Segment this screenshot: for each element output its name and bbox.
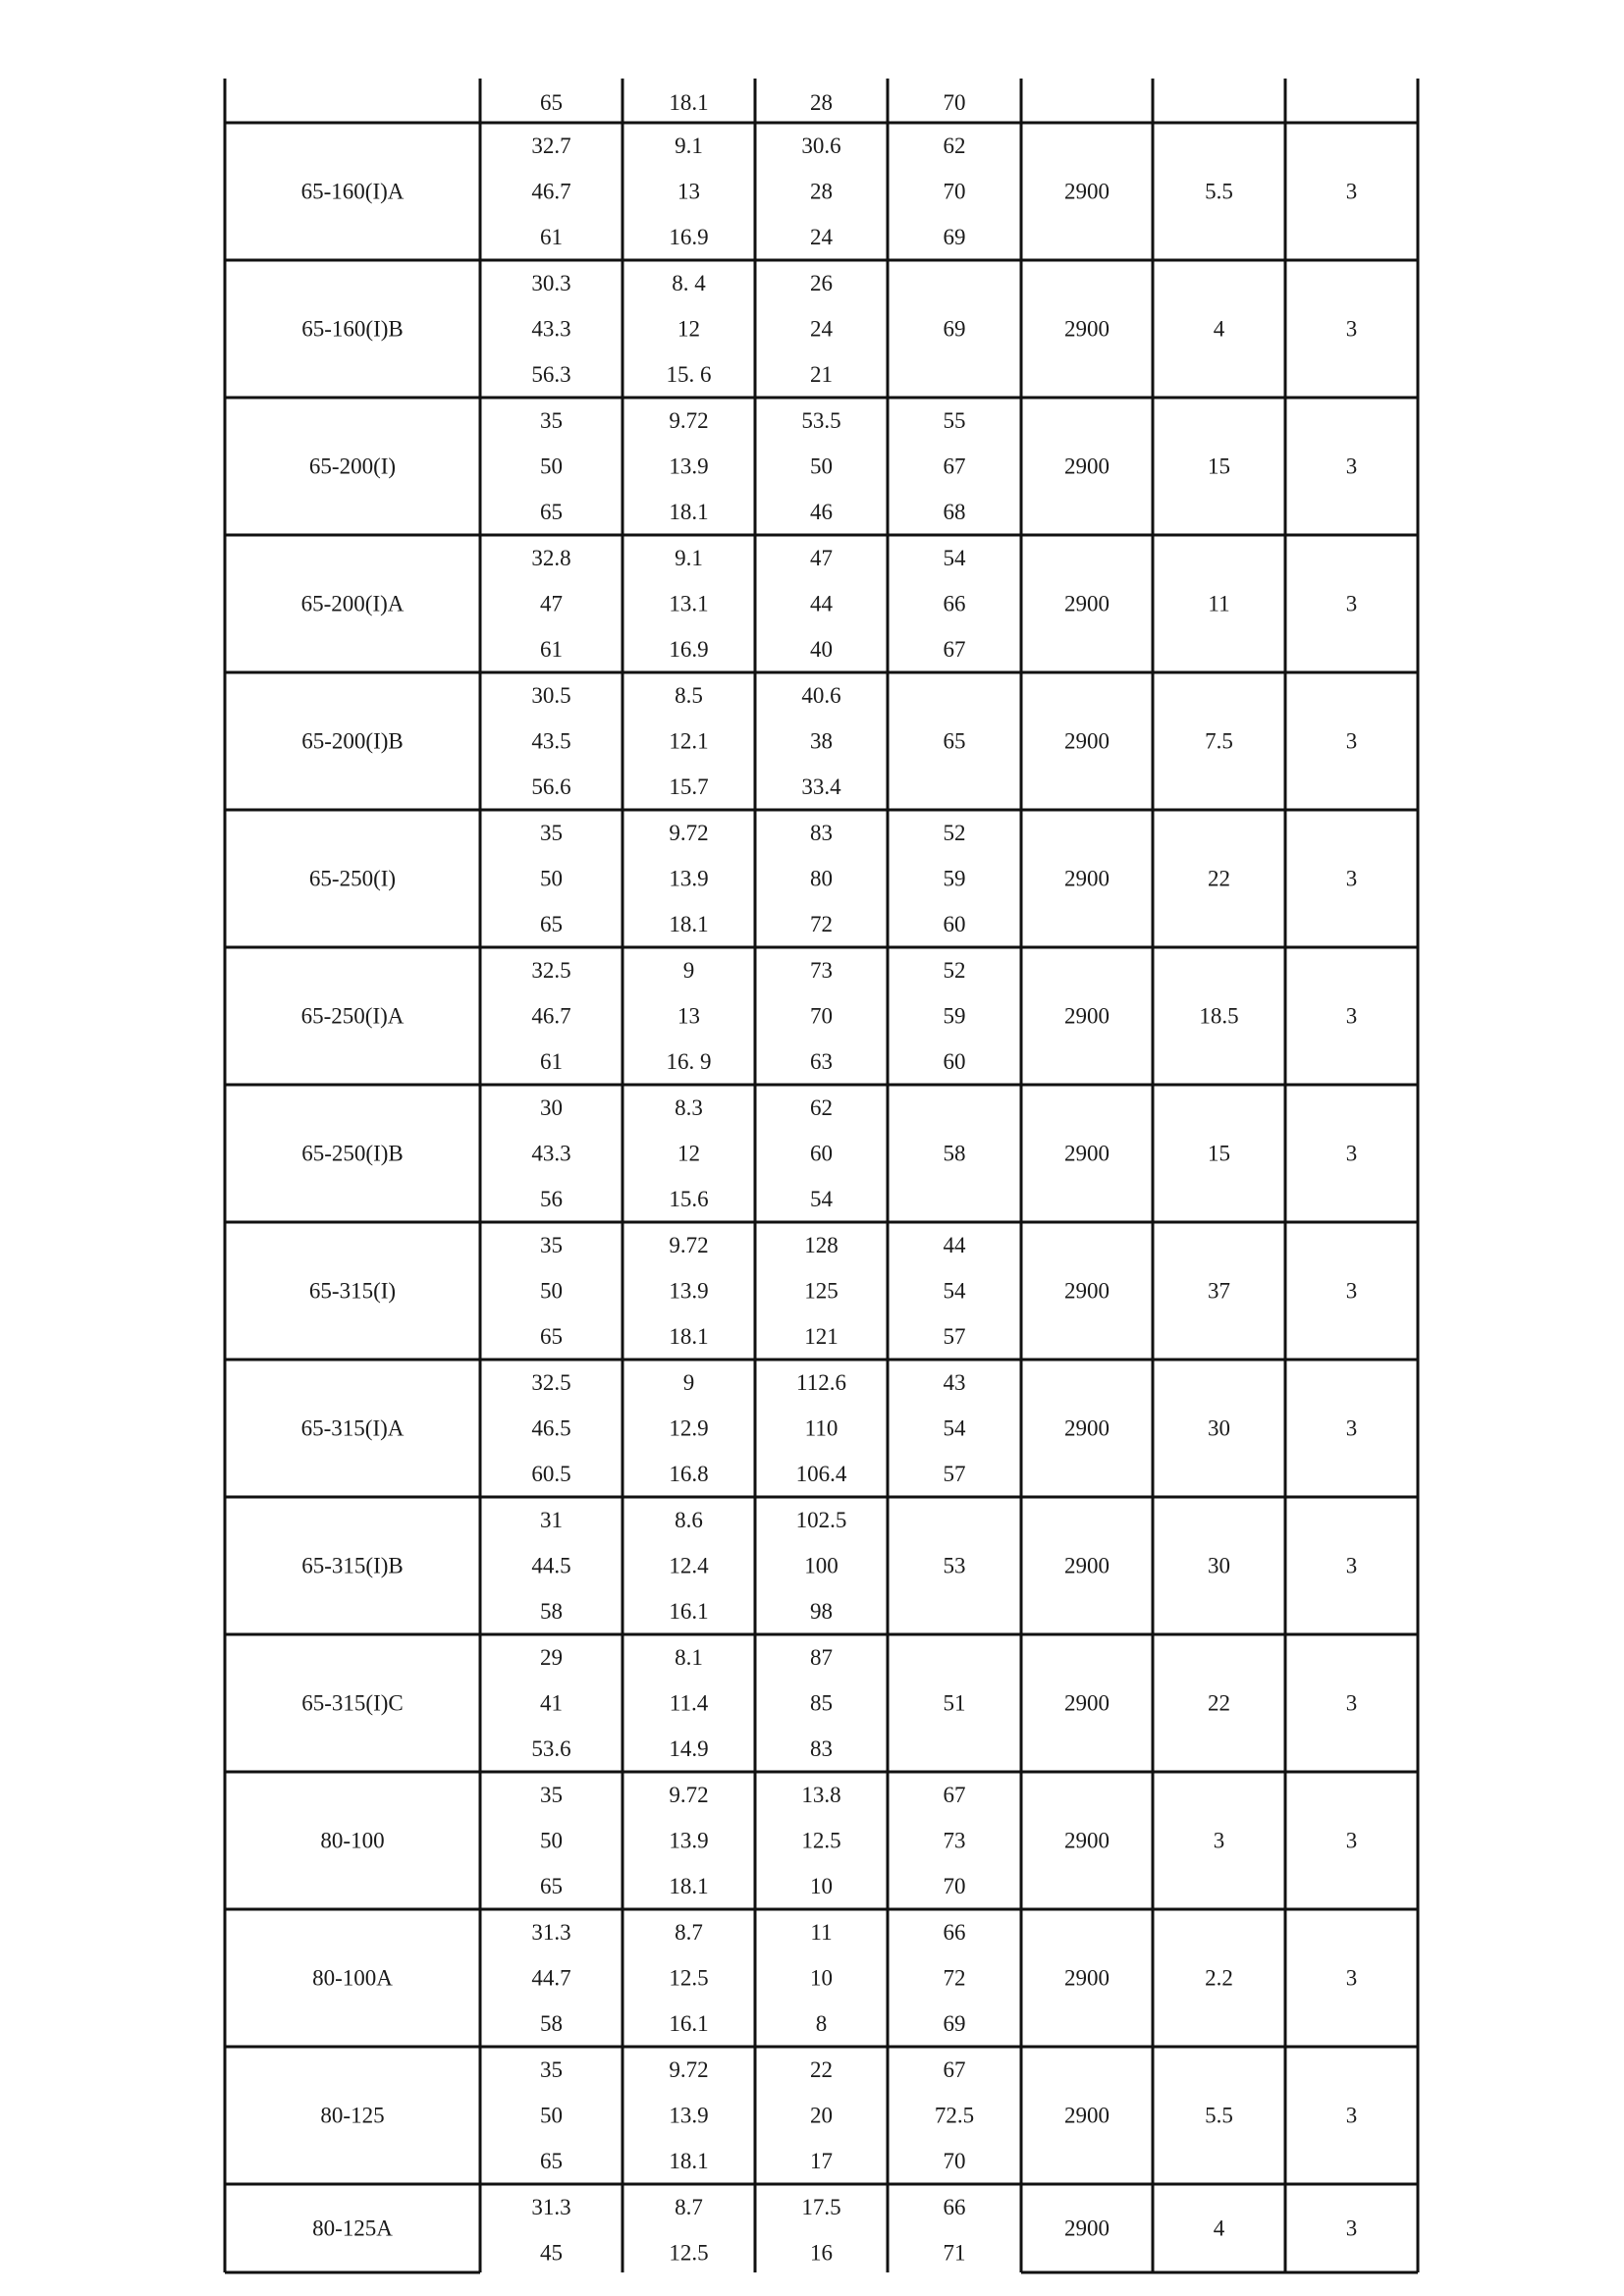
model-name: 65-160(I)A xyxy=(300,179,405,204)
table-cell-npsh-m: 3 xyxy=(1345,179,1358,204)
table-cell-flow-ls: 16.8 xyxy=(669,1462,709,1487)
table-cell-flow-ls: 9.72 xyxy=(669,820,709,845)
table-cell-flow-ls: 9.1 xyxy=(675,133,703,158)
table-cell-power-kw: 37 xyxy=(1208,1278,1230,1304)
table-cell-efficiency: 65 xyxy=(943,728,966,754)
table-cell-head-m: 98 xyxy=(810,1599,833,1625)
table-cell-npsh-m: 3 xyxy=(1345,1690,1358,1716)
table-cell-flow-ls: 18.1 xyxy=(669,2149,709,2174)
table-cell-flow-m3h: 35 xyxy=(540,820,563,845)
table-cell-head-m: 11 xyxy=(810,1919,833,1945)
table-cell-flow-m3h: 65 xyxy=(540,90,563,115)
table-cell-efficiency: 52 xyxy=(943,820,966,845)
table-cell-efficiency: 72.5 xyxy=(934,2103,975,2128)
table-cell-efficiency: 54 xyxy=(943,545,966,570)
table-cell-npsh-m: 3 xyxy=(1345,728,1358,754)
table-cell-npsh-m: 3 xyxy=(1345,1415,1358,1441)
table-cell-efficiency: 43 xyxy=(943,1369,966,1395)
table-cell-power-kw: 11 xyxy=(1208,591,1230,616)
table-cell-efficiency: 54 xyxy=(943,1415,966,1441)
table-cell-flow-m3h: 35 xyxy=(540,1782,563,1807)
table-cell-flow-ls: 9.72 xyxy=(669,1232,709,1257)
table-cell-flow-ls: 12.5 xyxy=(669,1965,709,1991)
table-cell-flow-m3h: 46.7 xyxy=(531,1003,571,1029)
table-cell-flow-m3h: 43.3 xyxy=(531,1141,571,1166)
table-cell-efficiency: 70 xyxy=(943,179,966,204)
table-cell-flow-ls: 12.4 xyxy=(669,1553,709,1578)
table-cell-flow-ls: 16.1 xyxy=(669,1599,709,1625)
table-cell-flow-ls: 16.1 xyxy=(669,2011,709,2037)
table-cell-head-m: 20 xyxy=(810,2103,833,2128)
table-cell-npsh-m: 3 xyxy=(1345,454,1358,479)
table-cell-flow-m3h: 61 xyxy=(540,637,563,663)
table-cell-flow-ls: 9.72 xyxy=(669,1782,709,1807)
table-cell-head-m: 102.5 xyxy=(795,1507,847,1532)
table-cell-npsh-m: 3 xyxy=(1345,591,1358,616)
table-cell-flow-m3h: 30.5 xyxy=(531,682,571,708)
table-cell-flow-ls: 13.9 xyxy=(669,866,709,891)
table-cell-flow-ls: 18.1 xyxy=(669,500,709,525)
table-cell-head-m: 87 xyxy=(810,1644,833,1670)
table-cell-flow-m3h: 46.5 xyxy=(531,1415,571,1441)
table-cell-flow-ls: 8.7 xyxy=(675,1919,703,1945)
table-cell-npsh-m: 3 xyxy=(1345,1003,1358,1029)
table-cell-speed-rpm: 2900 xyxy=(1064,2103,1110,2128)
table-cell-head-m: 13.8 xyxy=(801,1782,841,1807)
table-cell-head-m: 10 xyxy=(810,1965,833,1991)
table-cell-flow-m3h: 65 xyxy=(540,500,563,525)
table-cell-head-m: 73 xyxy=(810,957,833,983)
table-cell-head-m: 50 xyxy=(810,454,833,479)
table-cell-efficiency: 62 xyxy=(943,133,966,158)
table-cell-flow-ls: 12.9 xyxy=(669,1415,709,1441)
table-cell-flow-ls: 9.72 xyxy=(669,2056,709,2082)
table-cell-head-m: 21 xyxy=(810,362,833,388)
table-cell-flow-m3h: 58 xyxy=(540,2011,563,2037)
model-name: 65-200(I) xyxy=(308,454,397,479)
table-cell-flow-m3h: 35 xyxy=(540,407,563,433)
table-cell-power-kw: 18.5 xyxy=(1199,1003,1239,1029)
table-cell-speed-rpm: 2900 xyxy=(1064,2216,1110,2241)
table-cell-efficiency: 69 xyxy=(943,225,966,250)
table-cell-flow-ls: 18.1 xyxy=(669,90,709,115)
table-cell-flow-ls: 16.9 xyxy=(669,225,709,250)
table-cell-flow-ls: 13 xyxy=(677,1003,700,1029)
table-cell-npsh-m: 3 xyxy=(1345,1141,1358,1166)
table-cell-flow-m3h: 31.3 xyxy=(531,2194,571,2219)
table-cell-flow-ls: 15. 6 xyxy=(666,362,712,388)
table-cell-power-kw: 15 xyxy=(1208,1141,1230,1166)
table-cell-flow-ls: 8.1 xyxy=(675,1644,703,1670)
table-cell-flow-m3h: 47 xyxy=(540,591,563,616)
table-cell-head-m: 85 xyxy=(810,1690,833,1716)
table-cell-speed-rpm: 2900 xyxy=(1064,1278,1110,1304)
table-cell-power-kw: 22 xyxy=(1208,1690,1230,1716)
table-cell-speed-rpm: 2900 xyxy=(1064,591,1110,616)
table-cell-efficiency: 70 xyxy=(943,1874,966,1899)
table-cell-head-m: 112.6 xyxy=(796,1369,846,1395)
table-cell-flow-ls: 13.9 xyxy=(669,454,709,479)
table-cell-efficiency: 60 xyxy=(943,912,966,937)
model-name: 65-200(I)A xyxy=(300,591,405,616)
table-cell-flow-m3h: 45 xyxy=(540,2240,563,2266)
table-cell-flow-m3h: 32.5 xyxy=(531,1369,571,1395)
model-name: 65-200(I)B xyxy=(301,728,404,754)
table-cell-flow-m3h: 35 xyxy=(540,1232,563,1257)
table-cell-head-m: 8 xyxy=(815,2011,828,2037)
table-cell-flow-m3h: 35 xyxy=(540,2056,563,2082)
table-cell-flow-m3h: 50 xyxy=(540,866,563,891)
table-cell-power-kw: 4 xyxy=(1213,316,1225,342)
table-cell-efficiency: 70 xyxy=(943,2149,966,2174)
table-cell-head-m: 38 xyxy=(810,728,833,754)
table-cell-flow-ls: 8.5 xyxy=(675,682,703,708)
table-cell-head-m: 125 xyxy=(804,1278,839,1304)
table-cell-npsh-m: 3 xyxy=(1345,316,1358,342)
table-cell-power-kw: 15 xyxy=(1208,454,1230,479)
table-cell-flow-ls: 12 xyxy=(677,1141,700,1166)
table-cell-efficiency: 57 xyxy=(943,1324,966,1350)
table-cell-flow-m3h: 29 xyxy=(540,1644,563,1670)
table-cell-flow-m3h: 30 xyxy=(540,1095,563,1120)
table-cell-flow-m3h: 50 xyxy=(540,1828,563,1853)
table-cell-efficiency: 54 xyxy=(943,1278,966,1304)
table-cell-head-m: 110 xyxy=(804,1415,839,1441)
table-cell-flow-ls: 8.7 xyxy=(675,2194,703,2219)
table-cell-efficiency: 72 xyxy=(943,1965,966,1991)
table-cell-head-m: 16 xyxy=(810,2240,833,2266)
table-cell-efficiency: 52 xyxy=(943,957,966,983)
table-cell-speed-rpm: 2900 xyxy=(1064,1828,1110,1853)
table-cell-flow-ls: 18.1 xyxy=(669,1874,709,1899)
table-cell-flow-ls: 15.7 xyxy=(669,774,709,800)
table-cell-head-m: 62 xyxy=(810,1095,833,1120)
table-cell-flow-ls: 12.5 xyxy=(669,2240,709,2266)
table-cell-flow-ls: 9.1 xyxy=(675,545,703,570)
table-cell-npsh-m: 3 xyxy=(1345,1965,1358,1991)
table-cell-speed-rpm: 2900 xyxy=(1064,1553,1110,1578)
table-cell-power-kw: 5.5 xyxy=(1205,179,1233,204)
table-cell-head-m: 24 xyxy=(810,225,833,250)
table-cell-speed-rpm: 2900 xyxy=(1064,454,1110,479)
table-cell-head-m: 40.6 xyxy=(801,682,841,708)
table-cell-flow-ls: 14.9 xyxy=(669,1736,709,1762)
table-cell-head-m: 22 xyxy=(810,2056,833,2082)
table-cell-power-kw: 7.5 xyxy=(1205,728,1233,754)
table-cell-flow-m3h: 50 xyxy=(540,2103,563,2128)
table-cell-head-m: 24 xyxy=(810,316,833,342)
table-cell-flow-ls: 16.9 xyxy=(669,637,709,663)
table-cell-npsh-m: 3 xyxy=(1345,1553,1358,1578)
table-cell-efficiency: 59 xyxy=(943,1003,966,1029)
table-cell-flow-m3h: 53.6 xyxy=(531,1736,571,1762)
table-cell-head-m: 121 xyxy=(804,1324,839,1350)
table-cell-efficiency: 67 xyxy=(943,637,966,663)
table-cell-flow-ls: 15.6 xyxy=(669,1187,709,1212)
table-cell-efficiency: 67 xyxy=(943,2056,966,2082)
table-cell-head-m: 28 xyxy=(810,179,833,204)
table-cell-head-m: 63 xyxy=(810,1049,833,1075)
table-cell-speed-rpm: 2900 xyxy=(1064,1141,1110,1166)
table-cell-head-m: 83 xyxy=(810,820,833,845)
model-name: 65-160(I)B xyxy=(301,316,404,342)
table-cell-npsh-m: 3 xyxy=(1345,2216,1358,2241)
table-cell-efficiency: 73 xyxy=(943,1828,966,1853)
table-cell-flow-m3h: 50 xyxy=(540,454,563,479)
table-cell-head-m: 100 xyxy=(804,1553,839,1578)
model-name: 65-315(I)B xyxy=(301,1553,404,1578)
table-cell-speed-rpm: 2900 xyxy=(1064,316,1110,342)
table-cell-head-m: 70 xyxy=(810,1003,833,1029)
table-cell-efficiency: 55 xyxy=(943,407,966,433)
table-cell-head-m: 47 xyxy=(810,545,833,570)
table-cell-power-kw: 4 xyxy=(1213,2216,1225,2241)
model-name: 65-250(I) xyxy=(308,866,397,891)
model-name: 80-100A xyxy=(312,1965,393,1991)
table-cell-flow-ls: 13.9 xyxy=(669,1828,709,1853)
table-cell-head-m: 72 xyxy=(810,912,833,937)
table-cell-npsh-m: 3 xyxy=(1345,866,1358,891)
table-cell-npsh-m: 3 xyxy=(1345,2103,1358,2128)
model-name: 80-125A xyxy=(312,2216,393,2241)
table-cell-flow-m3h: 41 xyxy=(540,1690,563,1716)
table-cell-npsh-m: 3 xyxy=(1345,1828,1358,1853)
table-cell-power-kw: 30 xyxy=(1208,1415,1230,1441)
table-cell-head-m: 28 xyxy=(810,90,833,115)
table-cell-flow-m3h: 50 xyxy=(540,1278,563,1304)
table-cell-flow-m3h: 43.3 xyxy=(531,316,571,342)
table-cell-speed-rpm: 2900 xyxy=(1064,866,1110,891)
table-cell-power-kw: 2.2 xyxy=(1205,1965,1233,1991)
table-cell-flow-ls: 13.9 xyxy=(669,2103,709,2128)
table-cell-head-m: 10 xyxy=(810,1874,833,1899)
table-cell-flow-m3h: 58 xyxy=(540,1599,563,1625)
table-cell-flow-ls: 8.3 xyxy=(675,1095,703,1120)
table-cell-efficiency: 59 xyxy=(943,866,966,891)
table-cell-flow-ls: 12 xyxy=(677,316,700,342)
model-name: 65-315(I) xyxy=(308,1278,397,1304)
table-cell-power-kw: 30 xyxy=(1208,1553,1230,1578)
table-cell-head-m: 33.4 xyxy=(801,774,841,800)
table-cell-speed-rpm: 2900 xyxy=(1064,728,1110,754)
table-cell-npsh-m: 3 xyxy=(1345,1278,1358,1304)
table-cell-flow-ls: 18.1 xyxy=(669,912,709,937)
table-cell-flow-m3h: 44.7 xyxy=(531,1965,571,1991)
table-cell-head-m: 30.6 xyxy=(801,133,841,158)
table-cell-flow-ls: 9 xyxy=(682,957,695,983)
table-cell-efficiency: 58 xyxy=(943,1141,966,1166)
table-cell-head-m: 83 xyxy=(810,1736,833,1762)
table-cell-efficiency: 67 xyxy=(943,454,966,479)
table-cell-efficiency: 71 xyxy=(943,2240,966,2266)
table-cell-power-kw: 3 xyxy=(1213,1828,1225,1853)
table-cell-efficiency: 60 xyxy=(943,1049,966,1075)
table-cell-flow-m3h: 56.6 xyxy=(531,774,571,800)
table-cell-flow-m3h: 43.5 xyxy=(531,728,571,754)
table-cell-flow-ls: 13.1 xyxy=(669,591,709,616)
table-cell-power-kw: 5.5 xyxy=(1205,2103,1233,2128)
table-cell-efficiency: 69 xyxy=(943,2011,966,2037)
table-cell-head-m: 40 xyxy=(810,637,833,663)
table-cell-flow-ls: 8. 4 xyxy=(672,270,706,295)
table-cell-efficiency: 66 xyxy=(943,1919,966,1945)
table-cell-flow-ls: 18.1 xyxy=(669,1324,709,1350)
table-cell-head-m: 26 xyxy=(810,270,833,295)
model-name: 65-250(I)B xyxy=(301,1141,404,1166)
table-cell-speed-rpm: 2900 xyxy=(1064,1965,1110,1991)
table-cell-flow-m3h: 65 xyxy=(540,912,563,937)
table-cell-flow-m3h: 31.3 xyxy=(531,1919,571,1945)
table-cell-efficiency: 44 xyxy=(943,1232,966,1257)
table-cell-flow-m3h: 61 xyxy=(540,225,563,250)
table-cell-speed-rpm: 2900 xyxy=(1064,1003,1110,1029)
table-cell-flow-m3h: 65 xyxy=(540,2149,563,2174)
table-cell-speed-rpm: 2900 xyxy=(1064,1690,1110,1716)
table-cell-head-m: 80 xyxy=(810,866,833,891)
table-cell-head-m: 106.4 xyxy=(795,1462,847,1487)
table-cell-flow-ls: 16. 9 xyxy=(666,1049,712,1075)
table-cell-efficiency: 67 xyxy=(943,1782,966,1807)
table-cell-flow-ls: 12.1 xyxy=(669,728,709,754)
model-name: 65-315(I)A xyxy=(300,1415,405,1441)
table-cell-flow-m3h: 31 xyxy=(540,1507,563,1532)
table-cell-flow-m3h: 65 xyxy=(540,1324,563,1350)
table-cell-efficiency: 57 xyxy=(943,1462,966,1487)
table-cell-efficiency: 51 xyxy=(943,1690,966,1716)
table-cell-flow-m3h: 56.3 xyxy=(531,362,571,388)
table-cell-efficiency: 69 xyxy=(943,316,966,342)
table-cell-efficiency: 68 xyxy=(943,500,966,525)
table-cell-efficiency: 66 xyxy=(943,591,966,616)
table-cell-head-m: 54 xyxy=(810,1187,833,1212)
table-cell-efficiency: 70 xyxy=(943,90,966,115)
table-cell-head-m: 60 xyxy=(810,1141,833,1166)
table-cell-flow-m3h: 60.5 xyxy=(531,1462,571,1487)
table-cell-flow-ls: 9.72 xyxy=(669,407,709,433)
table-cell-flow-m3h: 46.7 xyxy=(531,179,571,204)
table-cell-head-m: 17.5 xyxy=(801,2194,841,2219)
table-cell-power-kw: 22 xyxy=(1208,866,1230,891)
table-cell-flow-m3h: 65 xyxy=(540,1874,563,1899)
table-cell-flow-ls: 13.9 xyxy=(669,1278,709,1304)
table-cell-head-m: 53.5 xyxy=(801,407,841,433)
table-cell-head-m: 46 xyxy=(810,500,833,525)
table-cell-head-m: 17 xyxy=(810,2149,833,2174)
table-cell-flow-ls: 11.4 xyxy=(669,1690,709,1716)
table-cell-flow-m3h: 32.5 xyxy=(531,957,571,983)
table-cell-flow-m3h: 30.3 xyxy=(531,270,571,295)
table-cell-flow-m3h: 61 xyxy=(540,1049,563,1075)
table-cell-flow-m3h: 44.5 xyxy=(531,1553,571,1578)
table-cell-efficiency: 53 xyxy=(943,1553,966,1578)
table-cell-speed-rpm: 2900 xyxy=(1064,179,1110,204)
table-cell-flow-ls: 8.6 xyxy=(675,1507,703,1532)
model-name: 80-125 xyxy=(320,2103,385,2128)
table-cell-flow-ls: 13 xyxy=(677,179,700,204)
table-cell-head-m: 44 xyxy=(810,591,833,616)
table-cell-efficiency: 66 xyxy=(943,2194,966,2219)
table-cell-flow-ls: 9 xyxy=(682,1369,695,1395)
model-name: 80-100 xyxy=(320,1828,385,1853)
table-cell-flow-m3h: 32.7 xyxy=(531,133,571,158)
table-cell-flow-m3h: 56 xyxy=(540,1187,563,1212)
table-cell-head-m: 12.5 xyxy=(801,1828,841,1853)
table-cell-flow-m3h: 32.8 xyxy=(531,545,571,570)
model-name: 65-315(I)C xyxy=(301,1690,404,1716)
model-name: 65-250(I)A xyxy=(300,1003,405,1029)
table-cell-speed-rpm: 2900 xyxy=(1064,1415,1110,1441)
table-cell-head-m: 128 xyxy=(804,1232,839,1257)
